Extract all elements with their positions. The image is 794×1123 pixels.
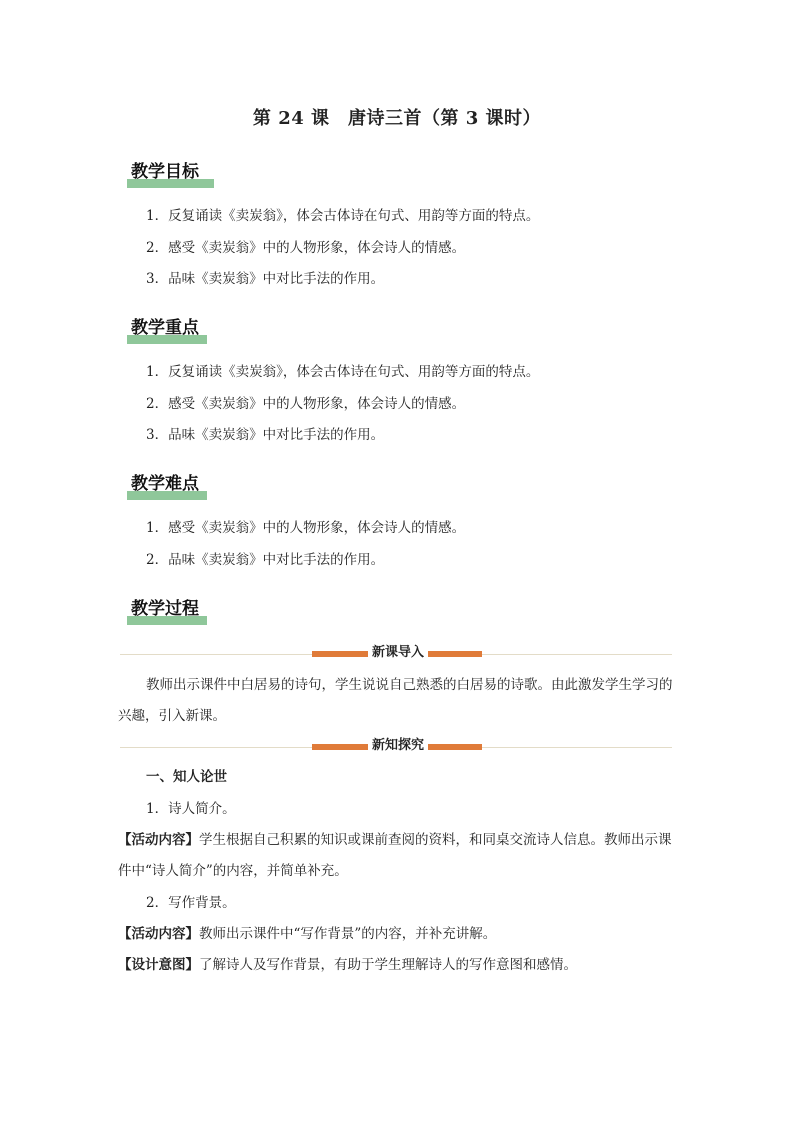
section-heading-difficulties: 教学难点 <box>127 472 207 500</box>
keypoint-item-1: 1．反复诵读《卖炭翁》，体会古体诗在句式、用韵等方面的特点。 <box>146 364 540 380</box>
divider-explore <box>120 740 672 754</box>
section-heading-process: 教学过程 <box>127 597 207 625</box>
goal-item-2: 2．感受《卖炭翁》中的人物形象，体会诗人的情感。 <box>146 240 466 256</box>
item-background: 2．写作背景。 <box>146 895 236 911</box>
subheading-zhiren: 一、知人论世 <box>146 769 227 785</box>
keypoint-item-3: 3．品味《卖炭翁》中对比手法的作用。 <box>146 427 385 443</box>
activity-tag: 【活动内容】 <box>118 926 199 942</box>
design-intent-paragraph: 【设计意图】了解诗人及写作背景，有助于学生理解诗人的写作意图和感情。 <box>118 957 577 973</box>
design-tag: 【设计意图】 <box>118 957 199 973</box>
divider-intro <box>120 647 672 661</box>
activity-paragraph-2: 【活动内容】教师出示课件中“写作背景”的内容，并补充讲解。 <box>118 926 497 942</box>
page-title: 第 24 课 唐诗三首（第 3 课时） <box>252 108 542 129</box>
goal-item-1: 1．反复诵读《卖炭翁》，体会古体诗在句式、用韵等方面的特点。 <box>146 208 540 224</box>
keypoint-item-2: 2．感受《卖炭翁》中的人物形象，体会诗人的情感。 <box>146 396 466 412</box>
section-heading-keypoints: 教学重点 <box>127 316 207 344</box>
difficulty-item-1: 1．感受《卖炭翁》中的人物形象，体会诗人的情感。 <box>146 520 466 536</box>
goal-item-3: 3．品味《卖炭翁》中对比手法的作用。 <box>146 271 385 287</box>
divider-label-explore: 新知探究 <box>368 737 428 755</box>
item-poet-intro: 1．诗人简介。 <box>146 801 236 817</box>
activity-tag: 【活动内容】 <box>118 832 199 848</box>
difficulty-item-2: 2．品味《卖炭翁》中对比手法的作用。 <box>146 552 385 568</box>
section-heading-goals: 教学目标 <box>127 160 214 188</box>
intro-paragraph: 教师出示课件中白居易的诗句，学生说说自己熟悉的白居易的诗歌。由此激发学生学习的兴趣，引入新课。 <box>118 677 673 724</box>
divider-label-intro: 新课导入 <box>368 644 428 662</box>
activity-paragraph-1: 【活动内容】学生根据自己积累的知识或课前查阅的资料，和同桌交流诗人信息。教师出示课件中“诗人简介”的内容，并简单补充。 <box>118 832 672 879</box>
